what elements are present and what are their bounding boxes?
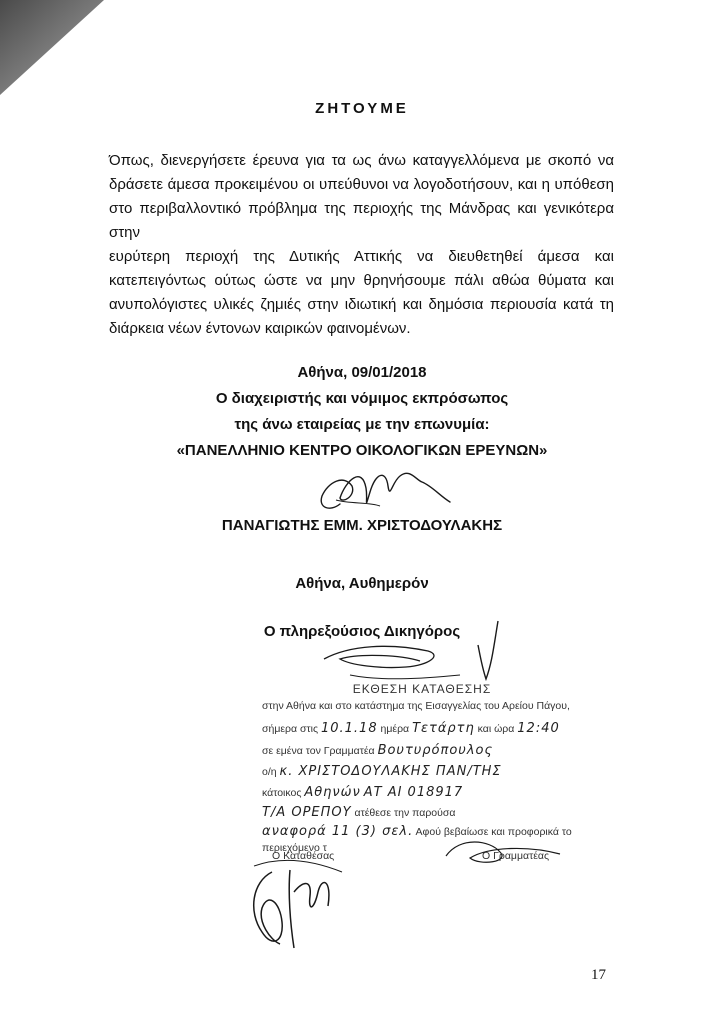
request-paragraph xyxy=(109,149,614,341)
paragraph-line: στο περιβαλλοντικό πρόβλημα της περιοχής της Μάνδρας και γενικότερα στην xyxy=(109,200,614,241)
stamp-label: ατέθεσε την παρούσα xyxy=(354,807,456,819)
stamp-label: και ώρα xyxy=(477,723,515,735)
role-line: Ο διαχειριστής και νόμιμος εκπρόσωπος xyxy=(215,390,509,407)
lawyer-title: Ο πληρεξούσιος Δικηγόρος xyxy=(263,623,461,640)
stamp-label: Αφού βεβαίωσε και προφορικά το xyxy=(415,826,572,838)
paragraph-line: Όπως, διενεργήσετε έρευνα για τα ως άνω καταγγελλόμενα με σκοπό να xyxy=(109,152,614,169)
handwritten-residence: Αθηνών xyxy=(304,785,361,800)
stamp-label: κάτοικος xyxy=(262,787,302,799)
athens-today: Αθήνα, Αυθημερόν xyxy=(295,575,429,592)
stamp-label: σε εμένα τον Γραμματέα xyxy=(262,745,375,757)
stamp-depositor-label: Ο Καταθέσας xyxy=(272,850,335,862)
paragraph-line: δράσετε άμεσα προκειμένου οι υπεύθυνοι να λογοδοτήσουν, και η υπόθεση xyxy=(109,176,614,193)
stamp-label: ημέρα xyxy=(380,723,410,735)
stamp-label: σήμερα στις xyxy=(262,723,319,735)
handwritten-signature-clerk xyxy=(440,826,580,876)
stamp-label: ο/η xyxy=(262,766,277,778)
handwritten-signature-depositor xyxy=(232,852,372,962)
role-line: της άνω εταιρείας με την επωνυμία: xyxy=(234,416,490,433)
stamp-line: περιεχόμενο τ xyxy=(262,842,327,854)
stamp-line: στην Αθήνα και στο κατάστημα της Εισαγγελίας του Αρείου Πάγου, xyxy=(262,700,570,712)
page-number: 17 xyxy=(591,967,606,983)
handwritten-reference: αναφορά 11 (3) σελ. xyxy=(262,824,414,839)
request-heading: ΖΗΤΟΥΜΕ xyxy=(315,100,409,117)
stamp-line xyxy=(262,764,502,779)
handwritten-date: 10.1.18 xyxy=(320,721,378,736)
paragraph-line: ευρύτερη περιοχή της Δυτικής Αττικής να διευθετηθεί άμεσα και xyxy=(109,248,614,265)
handwritten-person: κ. ΧΡΙΣΤΟΔΟΥΛΑΚΗΣ ΠΑΝ/ΤΗΣ xyxy=(279,764,502,779)
company-name: «ΠΑΝΕΛΛΗΝΙΟ ΚΕΝΤΡΟ ΟΙΚΟΛΟΓΙΚΩΝ ΕΡΕΥΝΩΝ» xyxy=(176,442,548,459)
stamp-line xyxy=(262,805,455,820)
paragraph-line: κατεπειγόντως ούτως ώστε να μην θρηνήσουμε πάλι αθώα θύματα και xyxy=(109,272,614,289)
signature-block xyxy=(0,360,724,464)
handwritten-day: Τετάρτη xyxy=(412,721,475,736)
handwritten-time: 12:40 xyxy=(517,721,560,736)
paragraph-line: ανυπολόγιστες υλικές ζημιές στην ιδιωτική και δημόσια περιουσία κατά τη xyxy=(109,296,614,313)
signer-name: ΠΑΝΑΓΙΩΤΗΣ ΕΜΜ. ΧΡΙΣΤΟΔΟΥΛΑΚΗΣ xyxy=(221,517,503,534)
handwritten-id: ΑΤ ΑΙ 018917 xyxy=(363,785,464,800)
handwritten-org: Τ/Α ΟΡΕΠΟΥ xyxy=(262,805,352,820)
folded-corner-shadow xyxy=(0,0,110,100)
place-date: Αθήνα, 09/01/2018 xyxy=(297,364,427,381)
stamp-line xyxy=(262,785,463,800)
handwritten-clerk: Βουτυρόπουλος xyxy=(377,743,494,758)
stamp-clerk-label: Ο Γραμματέας xyxy=(482,850,550,862)
stamp-line xyxy=(262,721,560,736)
handwritten-signature-representative xyxy=(300,452,460,522)
stamp-line xyxy=(262,743,493,758)
paragraph-line: διάρκεια νέων έντονων καιρικών φαινομένων. xyxy=(109,320,411,337)
stamp-title: ΕΚΘΕΣΗ ΚΑΤΑΘΕΣΗΣ xyxy=(352,682,492,696)
